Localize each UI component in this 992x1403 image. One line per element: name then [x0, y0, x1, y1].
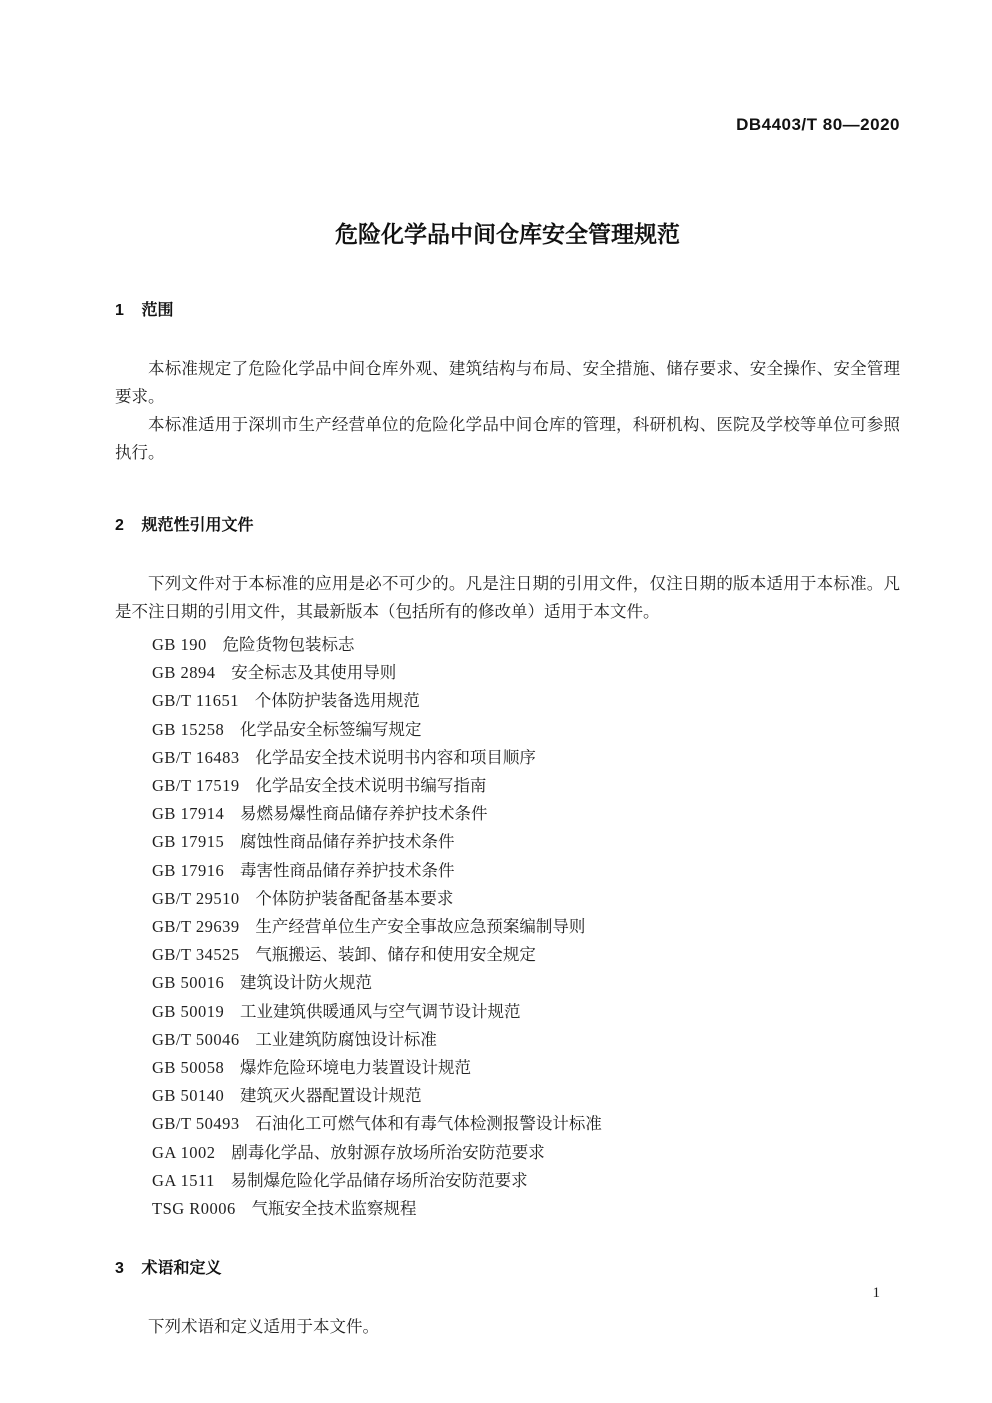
reference-code: GB 50016	[152, 973, 225, 993]
section-3-number: 3	[115, 1260, 124, 1278]
reference-code: TSG R0006	[152, 1199, 236, 1219]
section-3-heading	[115, 1258, 900, 1280]
reference-code: GA 1511	[152, 1170, 215, 1190]
reference-title: 化学品安全标签编写规定	[239, 719, 422, 739]
reference-item	[152, 857, 900, 885]
reference-title: 个体防护装备选用规范	[254, 691, 420, 711]
reference-code: GA 1002	[152, 1142, 216, 1162]
reference-code: GB 190	[152, 635, 207, 654]
section-2-title: 规范性引用文件	[141, 517, 254, 534]
page-number: 1	[872, 1285, 880, 1301]
reference-item	[152, 631, 900, 659]
section-1-paragraph: 本标准规定了危险化学品中间仓库外观、建筑结构与布局、安全措施、储存要求、安全操作、安全管理要求。	[115, 359, 900, 406]
reference-code: GB 17914	[152, 804, 225, 824]
reference-title: 爆炸危险环境电力装置设计规范	[239, 1058, 471, 1078]
reference-item	[152, 659, 900, 687]
reference-title: 个体防护装备配备基本要求	[255, 888, 454, 908]
reference-code: GB/T 34525	[152, 945, 240, 965]
reference-item	[152, 1110, 900, 1138]
section-1-number: 1	[115, 302, 124, 319]
reference-code: GB 17915	[152, 832, 225, 852]
reference-item	[152, 1054, 900, 1082]
reference-item	[152, 828, 900, 856]
reference-item	[152, 941, 900, 969]
reference-title: 危险货物包装标志	[222, 635, 355, 654]
reference-title: 毒害性商品储存养护技术条件	[239, 860, 455, 880]
document-title: 危险化学品中间仓库安全管理规范	[335, 221, 680, 247]
reference-code: GB 50019	[152, 1001, 225, 1021]
reference-code: GB 17916	[152, 860, 225, 880]
reference-title: 气瓶安全技术监察规程	[251, 1199, 417, 1219]
reference-item	[152, 716, 900, 744]
reference-item	[152, 969, 900, 997]
reference-item	[152, 744, 900, 772]
reference-item	[152, 1026, 900, 1054]
reference-title: 石油化工可燃气体和有毒气体检测报警设计标准	[255, 1114, 602, 1134]
section-1-title: 范围	[141, 302, 174, 319]
reference-title: 建筑灭火器配置设计规范	[239, 1086, 422, 1106]
reference-item	[152, 1082, 900, 1110]
reference-code: GB/T 50493	[152, 1114, 240, 1134]
reference-item	[152, 913, 900, 941]
reference-item	[152, 885, 900, 913]
reference-item	[152, 772, 900, 800]
section-1-heading	[115, 300, 900, 322]
reference-code: GB/T 11651	[152, 691, 240, 711]
reference-code: GB/T 17519	[152, 776, 240, 796]
reference-item	[152, 687, 900, 715]
section-2-number: 2	[115, 517, 124, 534]
reference-title: 工业建筑防腐蚀设计标准	[255, 1029, 437, 1049]
doc-number: DB4403/T 80—2020	[736, 115, 900, 134]
reference-title: 易燃易爆性商品储存养护技术条件	[239, 804, 488, 824]
reference-code: GB/T 50046	[152, 1029, 240, 1049]
reference-title: 化学品安全技术说明书内容和项目顺序	[255, 747, 536, 767]
reference-code: GB/T 16483	[152, 747, 240, 767]
reference-title: 气瓶搬运、装卸、储存和使用安全规定	[255, 945, 536, 965]
reference-item	[152, 800, 900, 828]
reference-item	[152, 1139, 900, 1167]
reference-title: 易制爆危险化学品储存场所治安防范要求	[230, 1170, 528, 1190]
reference-title: 化学品安全技术说明书编写指南	[255, 776, 487, 796]
reference-title: 生产经营单位生产安全事故应急预案编制导则	[255, 917, 586, 937]
reference-code: GB 50058	[152, 1058, 225, 1078]
reference-code: GB 50140	[152, 1086, 225, 1106]
section-3-title: 术语和定义	[141, 1260, 222, 1278]
reference-code: GB 15258	[152, 719, 225, 739]
reference-item	[152, 1167, 900, 1195]
reference-title: 建筑设计防火规范	[239, 973, 372, 993]
reference-code: GB 2894	[152, 663, 216, 683]
reference-title: 腐蚀性商品储存养护技术条件	[239, 832, 455, 852]
reference-title: 剧毒化学品、放射源存放场所治安防范要求	[231, 1142, 545, 1162]
reference-item	[152, 1195, 900, 1223]
reference-title: 工业建筑供暖通风与空气调节设计规范	[239, 1001, 521, 1021]
reference-title: 安全标志及其使用导则	[231, 663, 397, 683]
references-list	[115, 631, 900, 1223]
reference-code: GB/T 29639	[152, 917, 240, 937]
reference-code: GB/T 29510	[152, 888, 240, 908]
section-1-paragraph: 本标准适用于深圳市生产经营单位的危险化学品中间仓库的管理，科研机构、医院及学校等单位可参照执行。	[115, 415, 900, 462]
section-2-heading	[115, 515, 900, 537]
section-2-paragraph: 下列文件对于本标准的应用是必不可少的。凡是注日期的引用文件，仅注日期的版本适用于本标准。凡是不注日期的引用文件，其最新版本（包括所有的修改单）适用于本文件。	[115, 574, 900, 621]
section-3-paragraph: 下列术语和定义适用于本文件。	[148, 1317, 379, 1337]
reference-item	[152, 998, 900, 1026]
